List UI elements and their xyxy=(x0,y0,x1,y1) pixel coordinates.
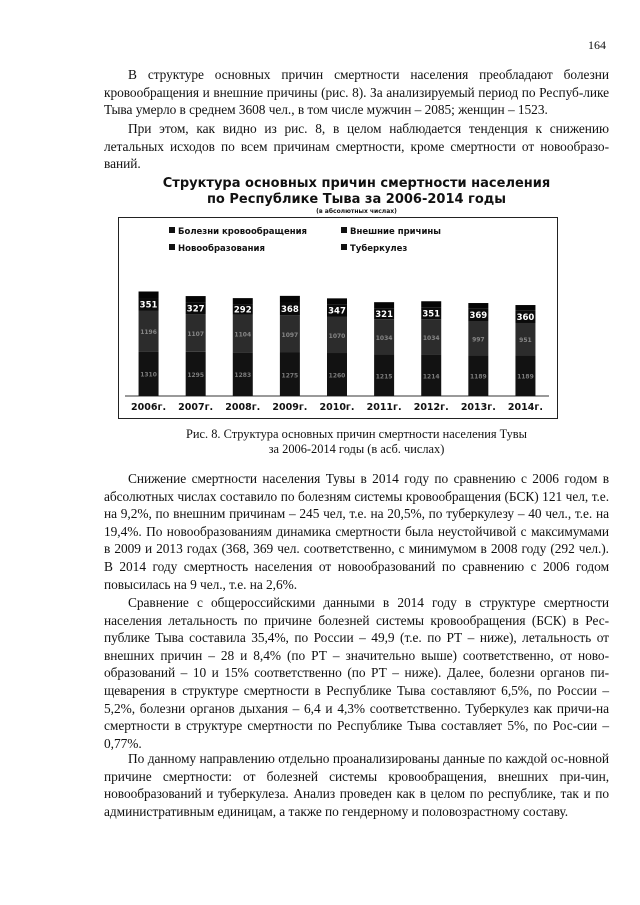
legend-swatch-1 xyxy=(341,227,347,233)
x-tick-label-0: 2006г. xyxy=(131,402,167,413)
data-label-1-6: 1034 xyxy=(422,334,440,342)
data-label-0-0: 1310 xyxy=(140,371,157,379)
bar-3-1 xyxy=(186,296,206,303)
paragraph-4: Сравнение с общероссийскими данными в 2014 году в структуре смертности населения летальность по причине болезней системы кровообращения (БСК) в Рес-публике Тыва составила 35,4%, по России – 49,9 (т.е. по РТ – ниже), летальность от внешних причин – 28 и 8,4% (по РТ – значительно выше) соответственно, от ново-образований – 10 и 15% соответственно (по РТ – ниже). Далее, болезни органов пи-щеварения в структуре смертности в Республике Тыва составляют 6,5%, по России – 5,2%, болезни органов дыхания – 6,4 и 4,3% соответственно. Туберкулез как причи-на смертности в структуре смертности по Республике Тыва составляет 5%, по Рос-сии – 0,77%. xyxy=(104,595,609,751)
data-label-1-8: 951 xyxy=(519,337,532,345)
legend-swatch-3 xyxy=(341,244,347,250)
legend-label-3: Туберкулез xyxy=(350,244,408,254)
bar-3-5 xyxy=(374,302,394,308)
data-label-0-4: 1260 xyxy=(328,372,346,380)
chart-frame xyxy=(118,217,558,419)
x-tick-label-7: 2013г. xyxy=(460,402,496,413)
data-label-0-6: 1214 xyxy=(422,373,440,381)
x-tick-label-2: 2008г. xyxy=(225,402,261,413)
chart-title-line-2: по Республике Тыва за 2006-2014 годы xyxy=(206,192,507,207)
figure-caption-line-1: Рис. 8. Структура основных причин смертности населения Тувы xyxy=(186,427,527,441)
chart-title-line-1: Структура основных причин смертности населения xyxy=(162,176,551,191)
legend-label-0: Болезни кровообращения xyxy=(178,227,307,237)
data-label-2-2: 292 xyxy=(233,305,252,316)
bar-3-0 xyxy=(139,291,159,298)
legend-label-1: Внешние причины xyxy=(350,227,441,237)
x-tick-label-4: 2010г. xyxy=(319,402,355,413)
bar-3-6 xyxy=(421,301,441,307)
data-label-0-2: 1283 xyxy=(234,372,252,380)
data-label-1-5: 1034 xyxy=(375,334,393,342)
data-label-1-1: 1107 xyxy=(187,330,205,338)
legend-swatch-2 xyxy=(169,244,175,250)
bar-3-4 xyxy=(327,298,347,304)
data-label-1-3: 1097 xyxy=(281,331,299,339)
data-label-2-1: 327 xyxy=(186,304,205,315)
figure-caption-line-2: за 2006-2014 годы (в асб. числах) xyxy=(268,442,445,456)
data-label-2-6: 351 xyxy=(422,309,441,320)
data-label-2-4: 347 xyxy=(328,306,346,317)
data-label-2-5: 321 xyxy=(375,309,393,320)
page-number: 164 xyxy=(588,38,606,52)
stacked-bar-chart xyxy=(119,218,556,417)
x-tick-label-3: 2009г. xyxy=(272,402,308,413)
paragraph-5: По данному направлению отдельно проанализированы данные по каждой ос-новной причине смертности: от болезней системы кровообращения, внешних при-чин, новообразований и туберкулеза. Анализ проведен как в целом по республике, так и по административным единицам, а также по гендерному и половозрастному составу. xyxy=(104,751,609,819)
data-label-2-0: 351 xyxy=(139,300,158,311)
legend-swatch-0 xyxy=(169,227,175,233)
bar-3-2 xyxy=(233,298,253,304)
data-label-1-4: 1070 xyxy=(328,332,346,340)
data-label-2-7: 369 xyxy=(469,311,488,322)
x-tick-label-8: 2014г. xyxy=(507,402,543,413)
paragraph-3: Снижение смертности населения Тувы в 2014 году по сравнению с 2006 годом в абсолютных числах составило по болезням системы кровообращения (БСК) 121 чел, т.е. на 9,2%, по внешним причинам – 245 чел, т.е. на 20,5%, по туберкулезу – 40 чел., т.е. на 19,4%. По новообразованиям динамика смертности была неустойчивой с максимумами в 2009 и 2013 годах (368, 369 чел. соответственно, с минимумом в 2008 году (292 чел.). В 2014 году смертность населения от новообразований по сравнению с 2006 годом повысилась на 9 чел., т.е. на 2,6%. xyxy=(104,471,609,592)
legend-label-2: Новообразования xyxy=(178,244,265,254)
data-label-0-7: 1189 xyxy=(469,373,487,381)
data-label-0-5: 1215 xyxy=(375,373,393,381)
data-label-0-8: 1189 xyxy=(517,373,534,381)
data-label-0-3: 1275 xyxy=(281,372,299,380)
bar-3-7 xyxy=(468,303,488,309)
chart-subtitle: (в абсолютных числах) xyxy=(316,208,397,215)
paragraph-1: В структуре основных причин смертности населения преобладают болезни кровообращения и внешние причины (рис. 8). За анализируемый период по Респуб-лике Тыва умерло в среднем 3608 чел., в том числе мужчин – 2085; женщин – 1523. xyxy=(104,67,609,118)
x-tick-label-5: 2011г. xyxy=(366,402,402,413)
bar-3-8 xyxy=(515,305,535,311)
x-tick-label-1: 2007г. xyxy=(178,402,214,413)
bar-3-3 xyxy=(280,296,300,303)
data-label-0-1: 1295 xyxy=(187,371,205,379)
paragraph-2: При этом, как видно из рис. 8, в целом наблюдается тенденция к снижению летальных исходов по всем причинам смертности, кроме смертности от новообразо-ваний. xyxy=(104,121,609,172)
data-label-1-2: 1104 xyxy=(234,331,252,339)
data-label-1-7: 997 xyxy=(472,336,485,344)
data-label-1-0: 1196 xyxy=(140,328,157,336)
data-label-2-3: 368 xyxy=(281,304,299,315)
data-label-2-8: 360 xyxy=(516,312,535,323)
x-tick-label-6: 2012г. xyxy=(413,402,449,413)
